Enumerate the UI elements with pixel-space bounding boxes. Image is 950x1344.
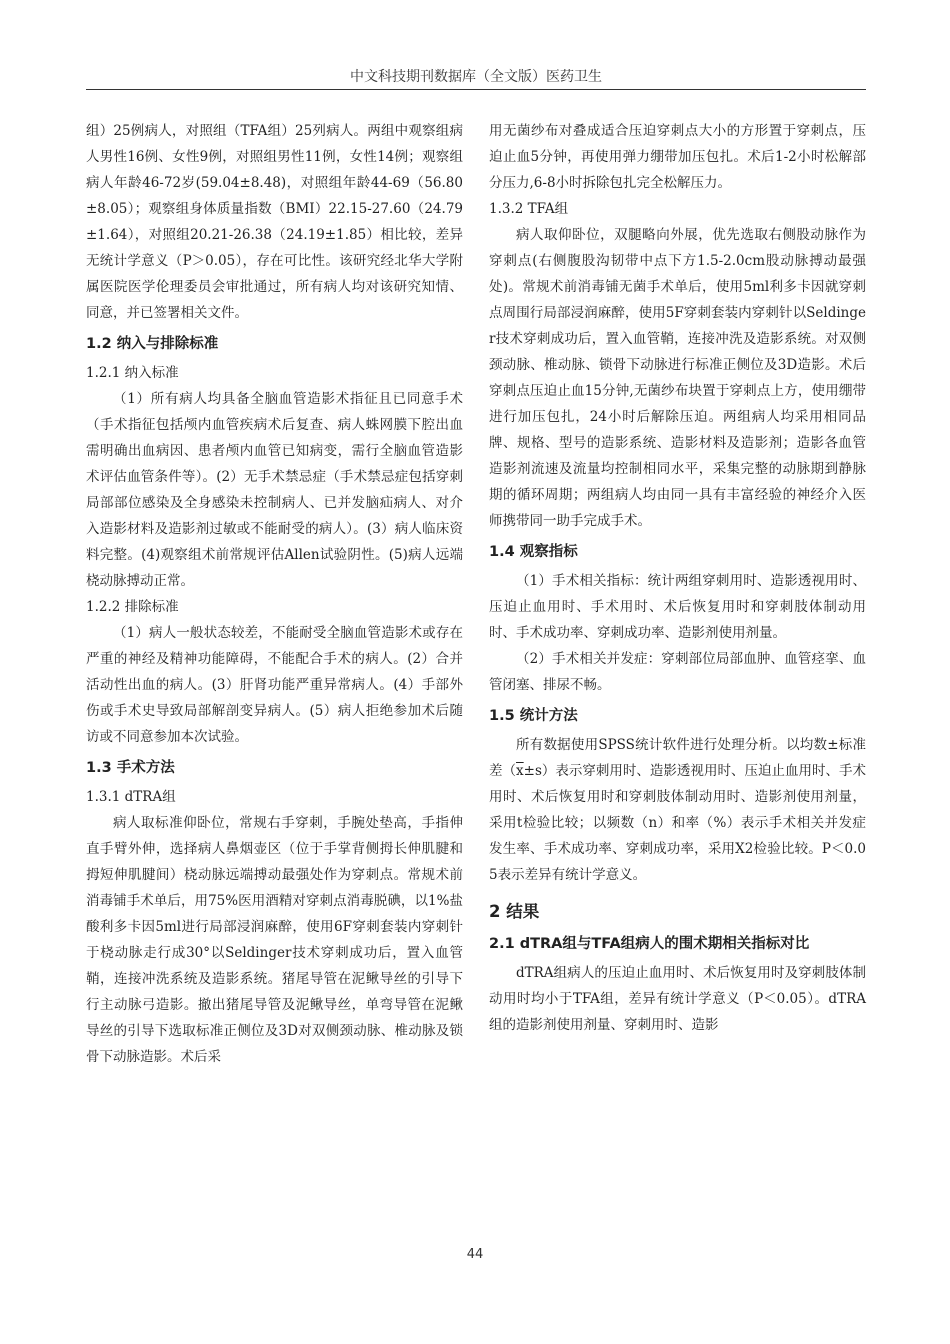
section-1-5-heading: 1.5 统计方法: [489, 708, 578, 724]
dtra-method-paragraph: 病人取标准仰卧位，常规右手穿刺，手腕处垫高，手指伸直手臂外伸，选择病人鼻烟壶区（位于手掌背侧拇长伸肌腱和拇短伸肌腱间）桡动脉远端搏动最强处作为穿刺点。常规术前消毒铺手术单后，用75%医用酒精对穿刺点消毒脱碘，以1%盐酸利多卡因5ml进行局部浸润麻醉，使用6F穿刺套装内穿刺针于桡动脉走行成30°以Seldinger技术穿刺成功后，置入血管鞘，连接冲洗系统及造影系统。猪尾导管在泥鳅导丝的引导下行主动脉弓造影。撤出猪尾导管及泥鳅导丝，单弯导管在泥鳅导丝的引导下选取标准正侧位及3D对双侧颈动脉、椎动脉及锁骨下动脉造影。术后采: [86, 815, 463, 1065]
page-number: 44: [466, 1247, 484, 1262]
tfa-method-paragraph: 病人取仰卧位，双腿略向外展，优先选取右侧股动脉作为穿刺点(右侧腹股沟韧带中点下方1.5-2.0cm股动脉搏动最强处)。常规术前消毒铺无菌手术单后，使用5ml利多卡因就穿刺点周围行局部浸润麻醉，使用5F穿刺套装内穿刺针以Seldinger技术穿刺成功后，置入血管鞘，连接冲洗及造影系统。对双侧颈动脉、椎动脉、锁骨下动脉进行标准正侧位及3D造影。术后穿刺点压迫止血15分钟,无菌纱布块置于穿刺点上方，使用绷带进行加压包扎，24小时后解除压迫。两组病人均采用相同品牌、规格、型号的造影系统、造影材料及造影剂；造影各血管造影剂流速及流量均控制相同水平，采集完整的动脉期到静脉期的循环周期；两组病人均由同一具有丰富经验的神经介入医师携带同一助手完成手术。: [489, 227, 866, 529]
section-2-1-heading: 2.1 dTRA组与TFA组病人的围术期相关指标对比: [489, 936, 810, 952]
section-1-3-2-heading: 1.3.2 TFA组: [489, 201, 569, 217]
intro-paragraph: 组）25例病人，对照组（TFA组）25列病人。两组中观察组病人男性16例、女性9例，对照组男性11例，女性14例；观察组病人年龄46-72岁(59.04±8.48)，对照组年龄44-69（56.80±8.05）；观察组身体质量指数（BMI）22.15-27.60（24.79±1.64），对照组20.21-26.38（24.19±1.85）相比较，差异无统计学意义（P＞0.05），存在可比性。该研究经北华大学附属医院医学伦理委员会审批通过，所有病人均对该研究知情、同意，并已签署相关文件。: [86, 123, 463, 321]
section-1-2-1-heading: 1.2.1 纳入标准: [86, 365, 179, 381]
right-column: [489, 118, 866, 1038]
header-rule: [86, 89, 866, 90]
x-bar-symbol: $\overline{x}$: [516, 763, 524, 779]
statistics-text-a: 所有数据使用SPSS统计软件进行处理分析。以均数±标准差（: [489, 737, 866, 779]
results-paragraph: dTRA组病人的压迫止血用时、术后恢复用时及穿刺肢体制动用时均小于TFA组，差异有统计学意义（P＜0.05）。dTRA组的造影剂使用剂量、穿刺用时、造影: [489, 965, 866, 1033]
inclusion-criteria-paragraph: （1）所有病人均具备全脑血管造影术指征且已同意手术（手术指征包括颅内血管疾病术后复查、病人蛛网膜下腔出血需明确出血病因、患者颅内血管已知病变，需行全脑血管造影术评估血管条件等）。(2）无手术禁忌症（手术禁忌症包括穿刺局部部位感染及全身感染未控制病人、已并发脑疝病人、对介入造影材料及造影剂过敏或不能耐受的病人）。(3）病人临床资料完整。(4)观察组术前常规评估Allen试验阴性。(5)病人远端桡动脉搏动正常。: [86, 391, 463, 589]
section-1-4-heading: 1.4 观察指标: [489, 544, 578, 560]
statistics-text-b: ±s）表示穿刺用时、造影透视用时、压迫止血用时、手术用时、术后恢复用时和穿刺肢体制动用时、造影剂使用剂量，采用t检验比较；以频数（n）和率（%）表示手术相关并发症发生率、手术成功率、穿刺成功率，采用X2检验比较。P＜0.05表示差异有统计学意义。: [489, 763, 866, 883]
section-1-2-heading: 1.2 纳入与排除标准: [86, 336, 219, 352]
left-column: [86, 118, 463, 1070]
dtra-method-continued: 用无菌纱布对叠成适合压迫穿刺点大小的方形置于穿刺点，压迫止血5分钟，再使用弹力绷带加压包扎。术后1-2小时松解部分压力,6-8小时拆除包扎完全松解压力。: [489, 123, 866, 191]
section-1-3-heading: 1.3 手术方法: [86, 760, 175, 776]
section-2-heading: 2 结果: [489, 902, 540, 921]
section-1-2-2-heading: 1.2.2 排除标准: [86, 599, 179, 615]
statistics-paragraph: [489, 732, 866, 888]
journal-header: 中文科技期刊数据库（全文版）医药卫生: [350, 69, 602, 85]
observation-paragraph-2: （2）手术相关并发症：穿刺部位局部血肿、血管痉挛、血管闭塞、排尿不畅。: [489, 651, 866, 693]
observation-paragraph-1: （1）手术相关指标：统计两组穿刺用时、造影透视用时、压迫止血用时、手术用时、术后恢复用时和穿刺肢体制动用时、手术成功率、穿刺成功率、造影剂使用剂量。: [489, 573, 866, 641]
section-1-3-1-heading: 1.3.1 dTRA组: [86, 789, 176, 805]
exclusion-criteria-paragraph: （1）病人一般状态较差，不能耐受全脑血管造影术或存在严重的神经及精神功能障碍，不能配合手术的病人。(2）合并活动性出血的病人。(3）肝肾功能严重异常病人。(4）手部外伤或手术史导致局部解剖变异病人。(5）病人拒绝参加术后随访或不同意参加本次试验。: [86, 625, 463, 745]
